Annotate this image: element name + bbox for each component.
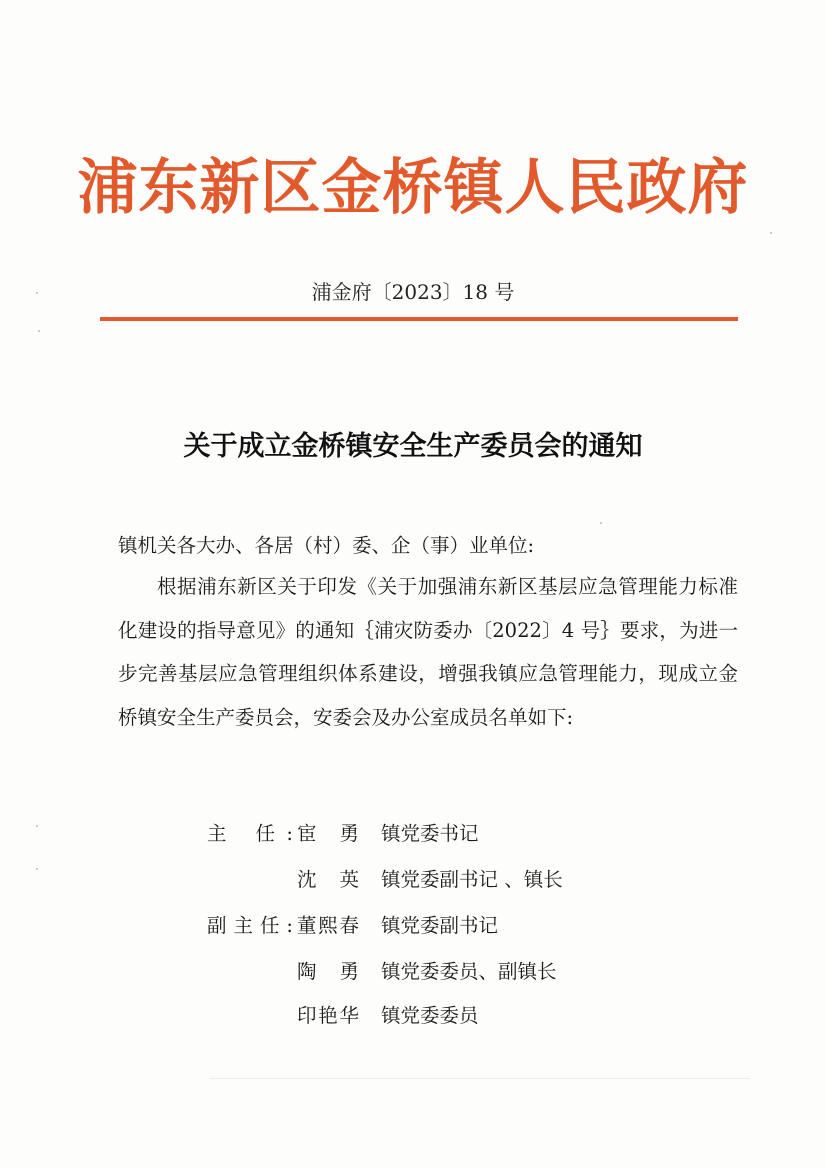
member-name: 印艳华	[297, 1004, 359, 1027]
member-title: 镇党委副书记	[381, 914, 499, 937]
document-title: 关于成立金桥镇安全生产委员会的通知	[183, 431, 643, 462]
member-name: 沈 英	[297, 868, 359, 891]
body-paragraph: 根据浦东新区关于印发《关于加强浦东新区基层应急管理能力标准化建设的指导意见》的通知｛浦灾防委办〔2022〕4 号｝要求，为进一步完善基层应急管理组织体系建设，增强我镇应急管理能力，现成立金桥镇安全生产委员会，安委会及办公室成员名单如下:	[118, 575, 738, 729]
organization-header: 浦东新区金桥镇人民政府	[77, 153, 749, 223]
member-role: 副主任:	[207, 914, 293, 937]
scan-speck	[38, 330, 40, 332]
member-title: 镇党委副书记 、镇长	[381, 868, 563, 891]
member-title: 镇党委书记	[381, 822, 479, 845]
document-number: 浦金府〔2023〕18 号	[311, 280, 515, 304]
scan-speck	[36, 868, 38, 870]
scan-speck	[36, 292, 38, 294]
scan-speck	[36, 825, 38, 827]
salutation: 镇机关各大办、各居（村）委、企（事）业单位:	[118, 534, 535, 557]
scan-speck	[770, 232, 772, 234]
member-title: 镇党委委员	[381, 1004, 479, 1027]
member-role: 主 任:	[207, 822, 293, 845]
member-name: 宦 勇	[297, 822, 359, 845]
member-title: 镇党委委员、副镇长	[381, 960, 557, 983]
scan-artifact-line	[210, 1078, 750, 1079]
header-divider	[100, 317, 738, 321]
member-name: 陶 勇	[297, 960, 359, 983]
scan-speck	[600, 522, 602, 524]
member-name: 董熙春	[297, 914, 359, 937]
